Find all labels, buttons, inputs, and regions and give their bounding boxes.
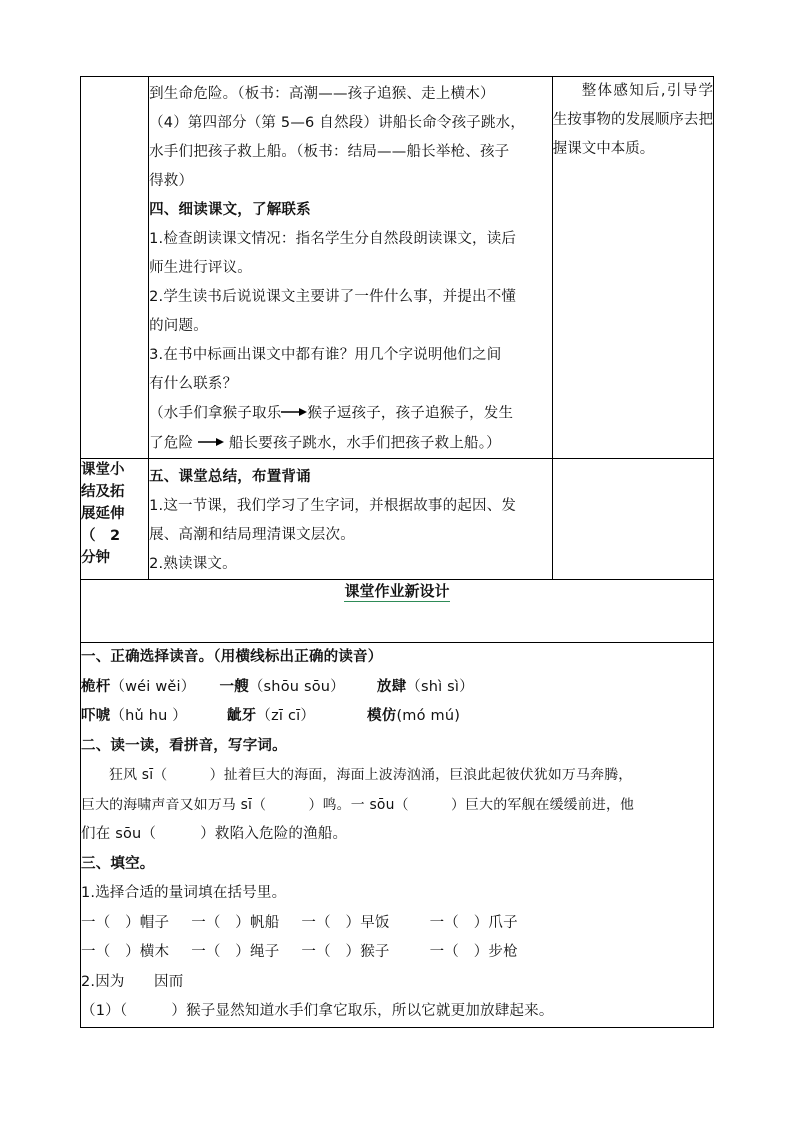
- lesson-content-cell: [149, 77, 553, 459]
- lesson-line: （4）第四部分（第 5—6 自然段）讲船长命令孩子跳水，: [149, 115, 526, 131]
- measure-word-item: 一（ ）猴子: [301, 944, 390, 960]
- homework-title-row: [81, 580, 714, 643]
- measure-word-row: [81, 938, 713, 968]
- design-note-cell: [552, 77, 713, 459]
- pronunciation-row: [81, 673, 713, 703]
- summary-content-cell: [149, 459, 553, 580]
- passage-line: 巨大的海啸声音又如万马 sī（ ）鸣。一 sōu（ ）巨大的军舰在缓缓前进，他: [81, 796, 635, 813]
- measure-word-item: 一（ ）横木: [81, 944, 170, 960]
- arrow-right-icon: [281, 399, 307, 428]
- empty-note-cell: [552, 459, 713, 580]
- pron-word: 模仿: [367, 708, 397, 724]
- lesson-line: 2.学生读书后说说课文主要讲了一件什么事，并提出不懂: [149, 289, 517, 305]
- homework-section-heading: 二、读一读，看拼音，写字词。: [81, 737, 287, 754]
- lesson-plan-table: [80, 76, 714, 1028]
- pron-word: 放肆: [376, 678, 407, 695]
- pron-pinyin: （zī cī）: [256, 708, 316, 724]
- design-note: 整体感知后,引导学生按事物的发展顺序去把握课文中本质。: [552, 83, 713, 157]
- lesson-line: 师生进行评议。: [149, 260, 252, 276]
- lesson-line: 到生命危险。（板书：高潮——孩子追猴、走上横木）: [149, 86, 495, 102]
- measure-word-item: 一（ ）帽子: [81, 914, 170, 931]
- flow-line-2: [149, 429, 552, 459]
- section-heading: 四、细读课文，了解联系: [149, 202, 311, 218]
- measure-word-row: [81, 909, 713, 939]
- measure-word-item: 一（ ）绳子: [191, 944, 280, 960]
- pron-pinyin: （hǔ hu ）: [110, 708, 187, 724]
- summary-label-line: （ 2: [81, 528, 121, 544]
- pron-word: 龇牙: [226, 708, 257, 724]
- question-line: 2.因为 因而: [81, 973, 184, 990]
- measure-word-item: 一（ ）帆船: [191, 914, 280, 931]
- pron-word: 桅杆: [81, 678, 111, 695]
- lesson-line: 1.检查朗读课文情况：指名学生分自然段朗读课文，读后: [149, 231, 517, 247]
- summary-label-line: 展延伸: [81, 506, 125, 522]
- empty-label-cell: [81, 77, 149, 459]
- homework-row: [81, 643, 714, 1028]
- question-line: 1.选择合适的量词填在括号里。: [81, 885, 287, 901]
- summary-label-line: 分钟: [81, 550, 110, 566]
- section-heading: 五、课堂总结，布置背诵: [149, 469, 311, 485]
- measure-word-item: 一（ ）早饭: [301, 914, 390, 931]
- lesson-line: 有什么联系？: [149, 376, 238, 392]
- lesson-line: 3.在书中标画出课文中都有谁？用几个字说明他们之间: [149, 347, 502, 363]
- lesson-line: 的问题。: [149, 318, 208, 334]
- pron-pinyin: （shì sì）: [406, 678, 474, 695]
- lesson-line: 得救）: [149, 173, 194, 189]
- homework-section-heading: 三、填空。: [81, 855, 155, 872]
- passage-line: 们在 sōu（ ）救陷入危险的渔船。: [81, 826, 348, 842]
- summary-label-line: 结及拓: [81, 484, 125, 500]
- pronunciation-row: [81, 702, 713, 732]
- arrow-right-icon: [198, 429, 224, 458]
- summary-label-line: 课堂小: [81, 462, 125, 478]
- measure-word-item: 一（ ）步枪: [429, 944, 518, 960]
- flow-text: 猴子逗孩子，孩子追猴子，发生: [307, 405, 514, 422]
- homework-title-cell: [81, 580, 714, 643]
- question-line: （1）（ ）猴子显然知道水手们拿它取乐，所以它就更加放肆起来。: [81, 1003, 554, 1019]
- flow-line-1: [149, 399, 552, 429]
- summary-row: [81, 459, 714, 580]
- summary-line: 2.熟读课文。: [149, 556, 237, 572]
- flow-text: （水手们拿猴子取乐: [149, 405, 282, 422]
- homework-title: 课堂作业新设计: [344, 582, 450, 600]
- pron-word: 吓唬: [81, 708, 111, 724]
- flow-text: 了危险: [149, 435, 194, 451]
- pron-pinyin: （shōu sōu）: [248, 678, 345, 695]
- summary-label-cell: [81, 459, 149, 580]
- homework-section-heading: 一、正确选择读音。（用横线标出正确的读音）: [81, 649, 383, 665]
- measure-word-item: 一（ ）爪子: [429, 914, 518, 931]
- summary-line: 展、高潮和结局理清课文层次。: [149, 527, 355, 543]
- lesson-line: 水手们把孩子救上船。（板书：结局——船长举枪、孩子: [149, 144, 510, 160]
- flow-text: 船长要孩子跳水，水手们把孩子救上船。）: [228, 435, 501, 451]
- pron-pinyin: (mó mú): [396, 708, 461, 724]
- homework-content-cell: [81, 643, 714, 1028]
- summary-line: 1.这一节课，我们学习了生字词，并根据故事的起因、发: [149, 498, 517, 514]
- lesson-row: [81, 77, 714, 459]
- pron-word: 一艘: [219, 678, 249, 695]
- pron-pinyin: （wéi wěi）: [110, 678, 196, 695]
- passage-line: 狂风 sī（ ）扯着巨大的海面，海面上波涛汹涌，巨浪此起彼伏犹如万马奔腾，: [109, 767, 633, 783]
